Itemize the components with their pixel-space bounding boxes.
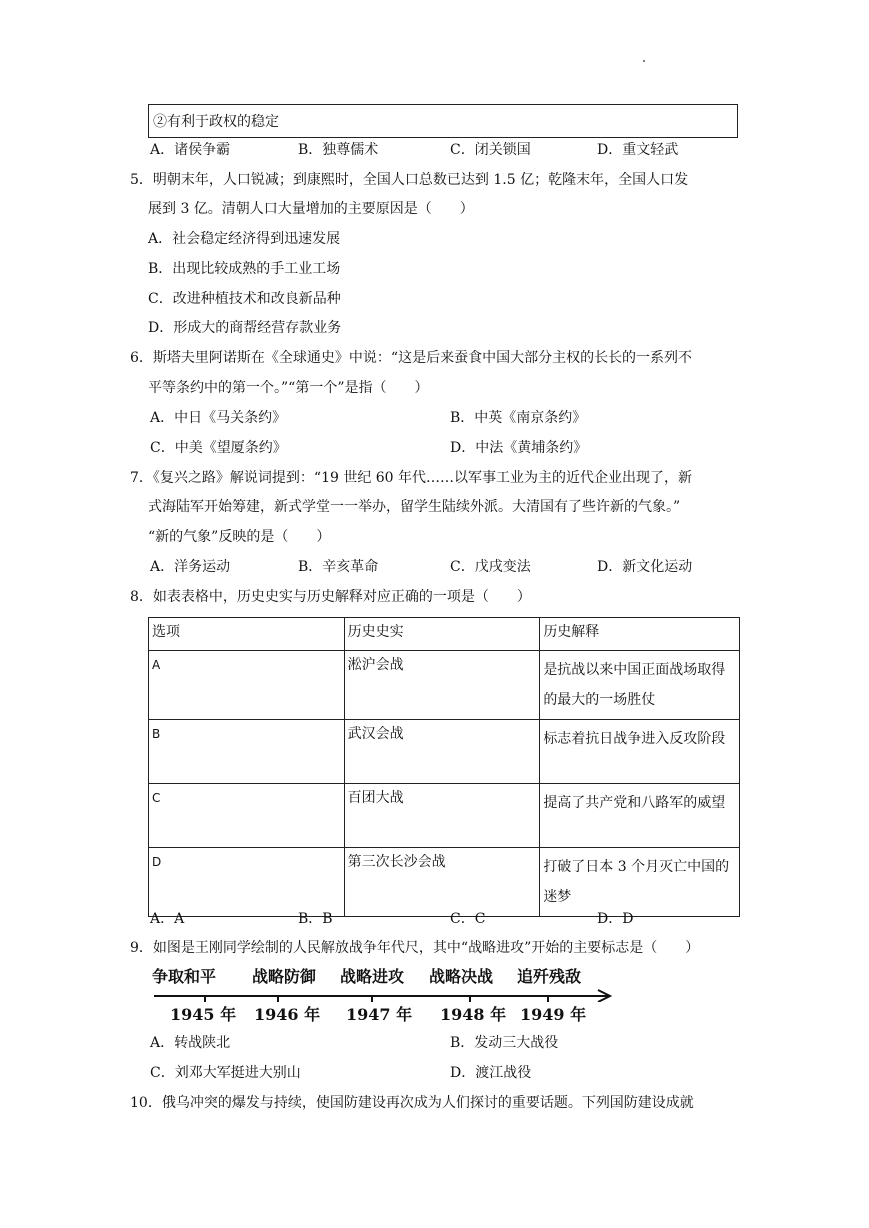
q4-option-d[interactable]: D．重文轻武 (597, 142, 679, 158)
table-row (149, 720, 740, 784)
row-explain: 是抗战以来中国正面战场取得的最大的一场胜仗 (540, 651, 740, 720)
q8-stem: 8．如表表格中，历史史实与历史解释对应正确的一项是（ ） (130, 589, 531, 605)
q7-stem-line2: 式海陆军开始筹建，新式学堂一一举办，留学生陆续外派。大清国有了些许新的气象。” (148, 499, 681, 515)
timeline-label: 战略防御 (252, 967, 317, 986)
row-code: A (149, 651, 345, 720)
row-fact: 武汉会战 (344, 720, 540, 784)
timeline-year: 1947 年 (346, 1005, 413, 1024)
q7-option-b[interactable]: B．辛亥革命 (298, 559, 379, 575)
q9-option-d[interactable]: D．渡江战役 (450, 1065, 532, 1081)
table-row (149, 651, 740, 720)
timeline-year: 1948 年 (440, 1005, 507, 1024)
row-explain: 提高了共产党和八路军的威望 (540, 784, 740, 848)
timeline-year: 1946 年 (254, 1005, 321, 1024)
q7-stem-line1: 7．《复兴之路》解说词提到：“19 世纪 60 年代……以军事工业为主的近代企业出现了，新 (130, 470, 693, 486)
q8-option-b[interactable]: B．B (298, 911, 333, 927)
q4-option-b[interactable]: B．独尊儒术 (298, 142, 379, 158)
q5-stem-line1: 5．明朝末年，人口锐减；到康熙时，全国人口总数已达到 1.5 亿；乾隆末年，全国人口发 (130, 172, 689, 188)
timeline-year: 1945 年 (170, 1005, 237, 1024)
q10-stem: 10．俄乌冲突的爆发与持续，使国防建设再次成为人们探讨的重要话题。下列国防建设成就 (130, 1095, 694, 1111)
q5-option-c[interactable]: C．改进种植技术和改良新品种 (148, 291, 341, 307)
row-fact: 第三次长沙会战 (344, 848, 540, 917)
history-table (148, 617, 740, 917)
timeline-label: 争取和平 (152, 967, 217, 986)
table-row (149, 784, 740, 848)
q5-option-b[interactable]: B．出现比较成熟的手工业工场 (148, 261, 341, 277)
q7-option-c[interactable]: C．戊戌变法 (450, 559, 531, 575)
q8-option-d[interactable]: D．D (597, 911, 634, 927)
q4-statement: ②有利于政权的稳定 (153, 114, 279, 130)
q5-option-a[interactable]: A．社会稳定经济得到迅速发展 (148, 231, 341, 247)
war-timeline (150, 964, 620, 1028)
q7-option-a[interactable]: A．洋务运动 (150, 559, 231, 575)
q6-option-b[interactable]: B．中英《南京条约》 (450, 410, 587, 426)
timeline-label: 战略进攻 (340, 967, 405, 986)
row-fact: 淞沪会战 (344, 651, 540, 720)
q4-statement-box (148, 104, 738, 138)
header-fact: 历史史实 (344, 618, 540, 651)
q4-option-a[interactable]: A．诸侯争霸 (150, 142, 231, 158)
row-code: D (149, 848, 345, 917)
timeline-label: 追歼残敌 (517, 967, 582, 986)
timeline-axis (150, 988, 620, 1002)
q9-option-b[interactable]: B．发动三大战役 (450, 1035, 559, 1051)
q9-option-a[interactable]: A．转战陕北 (150, 1035, 231, 1051)
timeline-year: 1949 年 (520, 1005, 587, 1024)
row-fact: 百团大战 (344, 784, 540, 848)
top-dot (643, 60, 645, 62)
q9-option-c[interactable]: C．刘邓大军挺进大别山 (150, 1065, 301, 1081)
row-explain: 打破了日本 3 个月灭亡中国的迷梦 (540, 848, 740, 917)
header-option: 选项 (149, 618, 345, 651)
table-row (149, 848, 740, 917)
timeline-label: 战略决战 (429, 967, 494, 986)
q6-stem-line1: 6．斯塔夫里阿诺斯在《全球通史》中说：“这是后来蚕食中国大部分主权的长长的一系列不 (130, 350, 693, 366)
q7-option-d[interactable]: D．新文化运动 (597, 559, 693, 575)
q5-stem-line2: 展到 3 亿。清朝人口大量增加的主要原因是（ ） (148, 201, 474, 217)
q8-option-a[interactable]: A．A (150, 911, 185, 927)
q6-option-a[interactable]: A．中日《马关条约》 (150, 410, 287, 426)
q4-option-c[interactable]: C．闭关锁国 (450, 142, 531, 158)
row-explain: 标志着抗日战争进入反攻阶段 (540, 720, 740, 784)
row-code: B (149, 720, 345, 784)
table-header-row (149, 618, 740, 651)
q6-option-d[interactable]: D．中法《黄埔条约》 (450, 440, 588, 456)
q6-stem-line2: 平等条约中的第一个。”“第一个”是指（ ） (148, 380, 429, 396)
header-explain: 历史解释 (540, 618, 740, 651)
q7-stem-line3: “新的气象”反映的是（ ） (148, 529, 331, 545)
q9-stem: 9．如图是王刚同学绘制的人民解放战争年代尺，其中“战略进攻”开始的主要标志是（ ） (130, 940, 700, 956)
q6-option-c[interactable]: C．中美《望厦条约》 (150, 440, 287, 456)
q5-option-d[interactable]: D．形成大的商帮经营存款业务 (148, 320, 342, 336)
q8-option-c[interactable]: C．C (450, 911, 486, 927)
row-code: C (149, 784, 345, 848)
